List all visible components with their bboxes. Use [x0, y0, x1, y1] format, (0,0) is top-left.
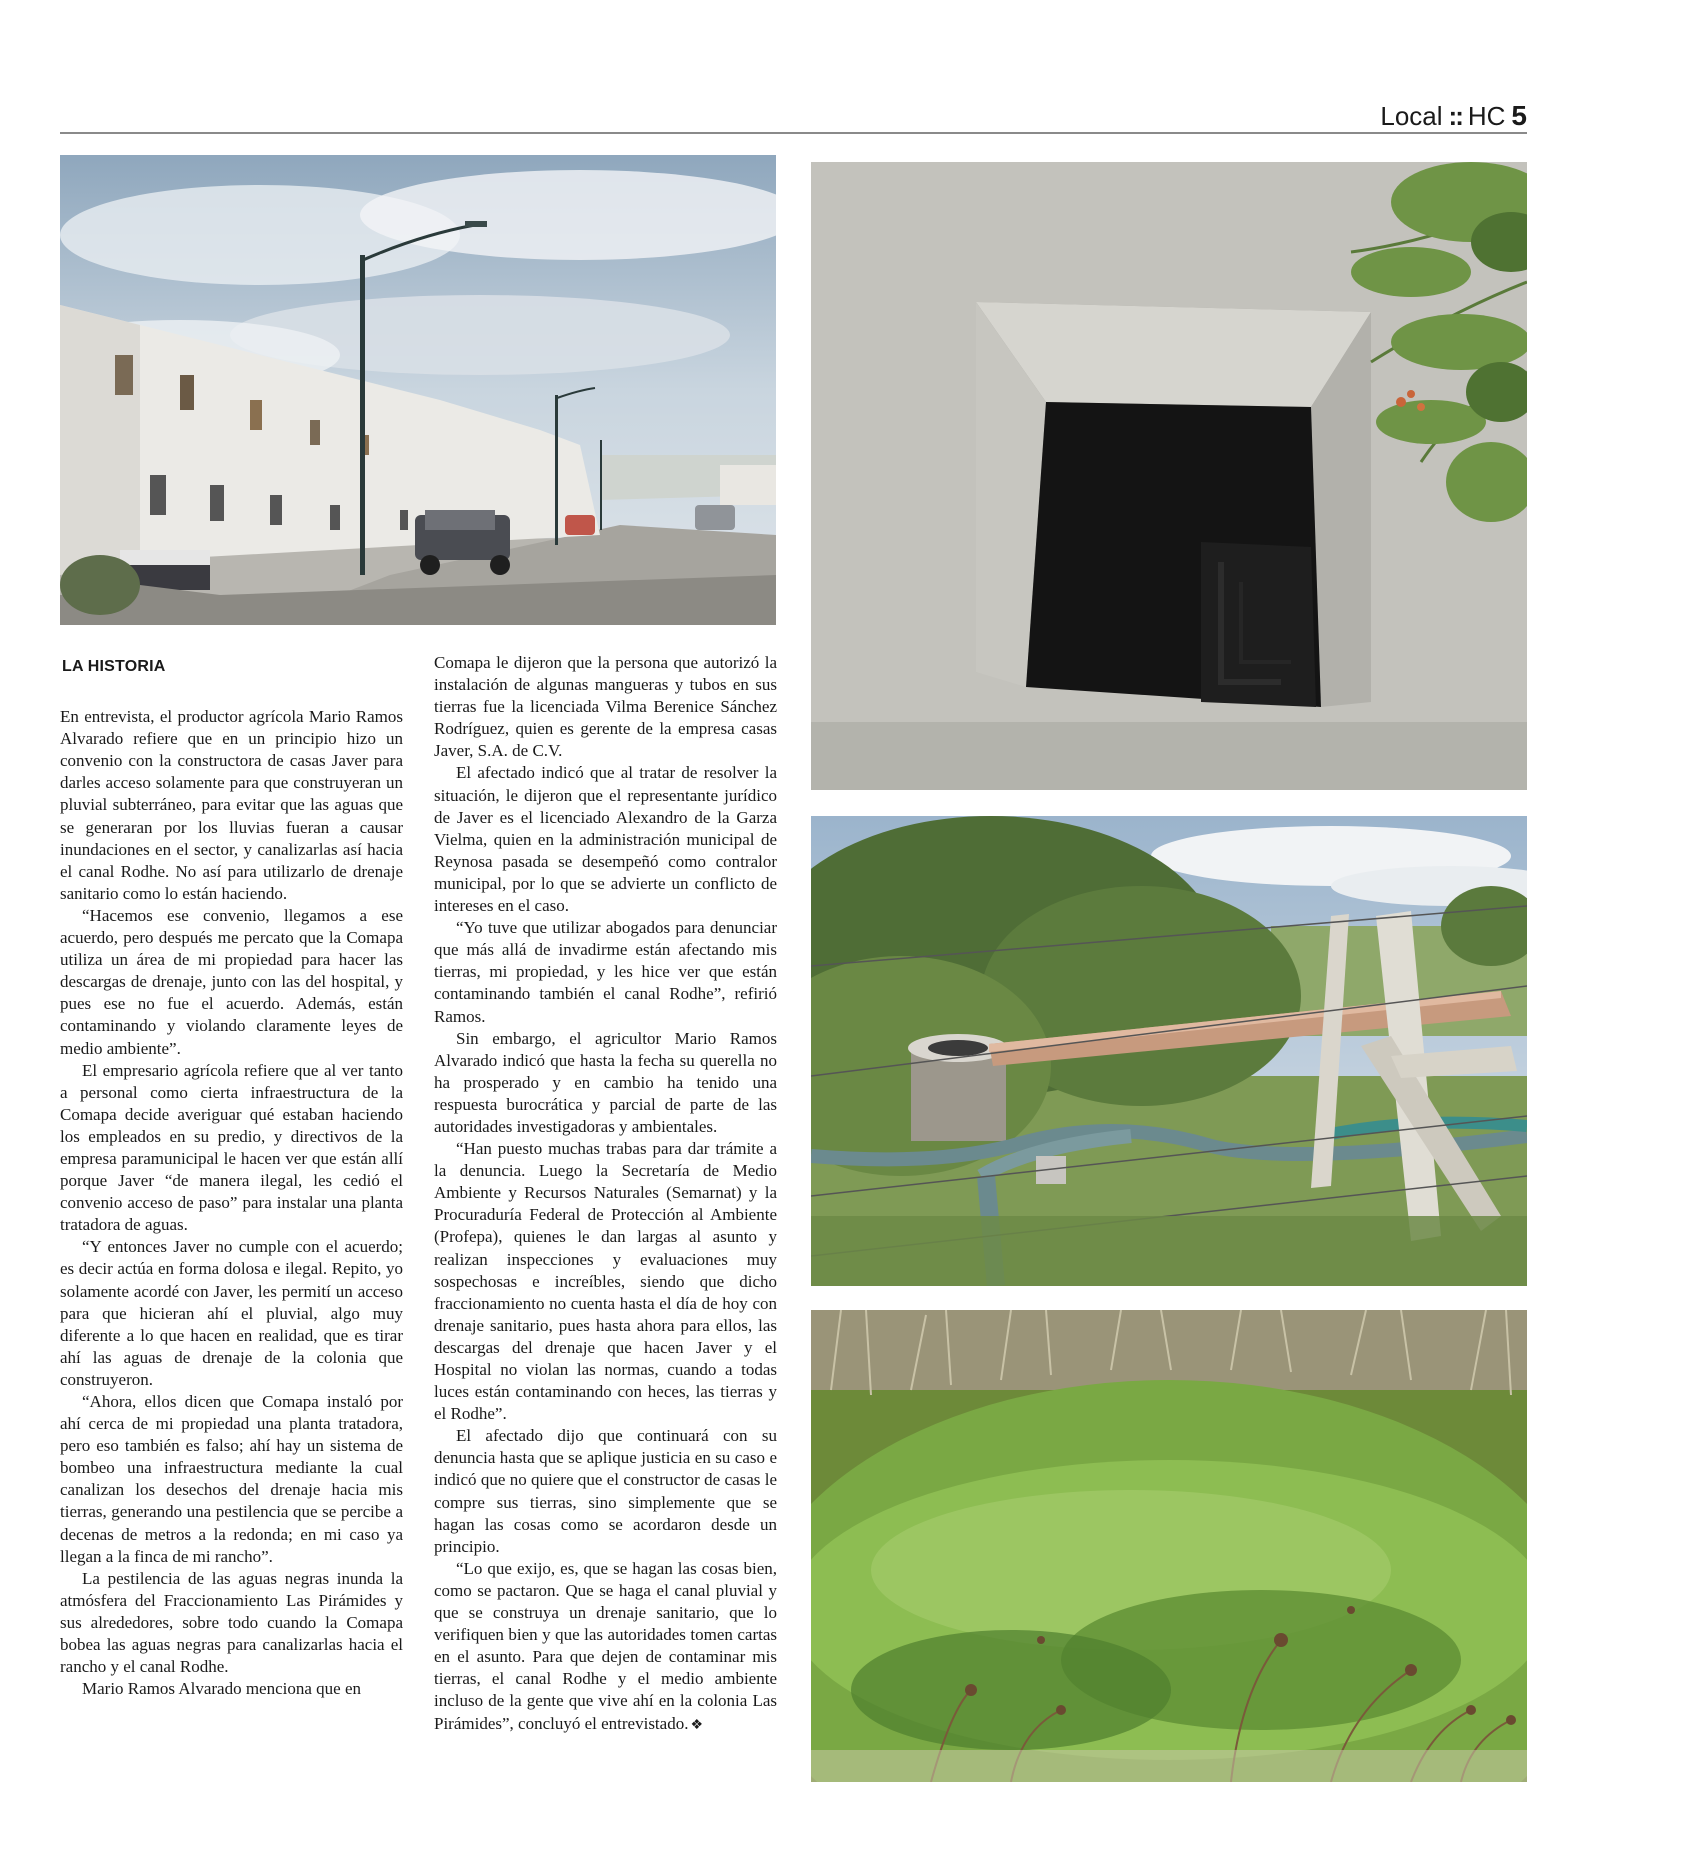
paragraph: “Hacemos ese convenio, llegamos a ese acuerdo, pero después me percato que la Comapa utiliza un área de mi propiedad para hacer las descargas de drenaje, junto con las del hospital, y pues ese no fue el acuerdo. Además, están contaminando y violando claramente leyes de medio ambiente”. [60, 905, 403, 1058]
folio [1380, 100, 1527, 132]
photo-green-pond [811, 1310, 1527, 1782]
photo-pipes-and-fence [811, 816, 1527, 1286]
photo-housing-street [60, 155, 776, 625]
paragraph: Comapa le dijeron que la persona que autorizó la instalación de algunas mangueras y tubos en sus tierras fue la licenciada Vilma Berenice Sánchez Rodríguez, quien es gerente de la empresa casas Javer, S.A. de C.V. [434, 653, 777, 761]
paragraph: “Y entonces Javer no cumple con el acuerdo; es decir actúa en forma dolosa e ilegal. Repito, yo solamente acordé con Javer, les permití un acceso para que hicieran ahí el pluvial, algo muy diferente a lo que hacen en realidad, que es tirar ahí las aguas de drenaje de la colonia que construyeron. [60, 1237, 403, 1389]
paragraph: “Ahora, ellos dicen que Comapa instaló por ahí cerca de mi propiedad una planta tratadora, pero eso también es falso; ahí hay un sistema de bombeo una infraestructura mediante la cual canalizan los desechos del drenaje hacia mis tierras, generando una pestilencia que se percibe a decenas de metros a la redonda; en mi caso ya llegan a la finca de mi rancho”. [60, 1392, 403, 1566]
paragraph: La pestilencia de las aguas negras inunda la atmósfera del Fraccionamiento Las Pirámides y sus alrededores, sobre todo cuando la Comapa bobea las aguas negras para canalizarlas hacia el rancho y el canal Rodhe. [60, 1568, 403, 1677]
publication-initials: HC [1467, 101, 1506, 131]
end-mark-icon: ❖ [690, 1717, 704, 1733]
section-heading: LA HISTORIA [62, 658, 166, 675]
paragraph: “Han puesto muchas trabas para dar trámite a la denuncia. Luego la Secretaría de Medio Ambiente y Recursos Naturales (Semarnat) y la Procuraduría Federal de Protección al Ambiente (Profepa), quienes le dan largas al asunto y realizan inspecciones y evaluaciones muy sospechosas e increíbles, siendo que dicho fraccionamiento no cuenta hasta el día de hoy con drenaje sanitario, pues hasta ahora para ellos, las descargas del drenaje que hacen Javer y el Hospital no violan las normas, cuando a todas luces están contaminando con heces, las tierras y el Rodhe”. [434, 1139, 777, 1424]
paragraph: Sin embargo, el agricultor Mario Ramos Alvarado indicó que hasta la fecha su querella no ha prosperado y en cambio ha tenido una respuesta burocrática y parcial de parte de las autoridades investigadoras y ambientales. [434, 1028, 777, 1136]
paragraph: El empresario agrícola refiere que al ver tanto a personal como cierta infraestructura de la Comapa decide averiguar qué estaban haciendo los empleados en su predio, y directivos de la empresa paramunicipal le hacen ver que están allí porque Javer “de manera ilegal, les cedió el convenio acceso de paso” para instalar una planta tratadora de aguas. [60, 1060, 403, 1235]
page-number: 5 [1511, 100, 1527, 131]
paragraph: “Yo tuve que utilizar abogados para denunciar que más allá de invadirme están afectando mis tierras, mi propiedad, y les hice ver que están contaminando también el canal Rodhe”, refirió Ramos. [434, 918, 777, 1026]
paragraph: El afectado indicó que al tratar de resolver la situación, le dijeron que el representante jurídico de Javer es el licenciado Alexandro de la Garza Vielma, quien en la administración municipal de Reynosa pasada se desempeñó como contralor municipal, por lo que se advierte un conflicto de intereses en el caso. [434, 763, 777, 916]
article-column-2 [434, 652, 777, 1737]
photo-concrete-well [811, 162, 1527, 790]
page-header [60, 100, 1527, 134]
section-name: Local [1380, 101, 1443, 131]
paragraph-final-text: “Lo que exijo, es, que se hagan las cosas bien, como se pactaron. Que se haga el canal pluvial y que se construya un drenaje sanitario, que lo verifiquen bien y que las autoridades tomen cartas en el asunto. Para que dejen de contaminar mis tierras, el canal Rodhe y el medio ambiente incluso de la gente que vive ahí en la colonia Las Pirámides”, concluyó el entrevistado. [434, 1558, 777, 1733]
article-column-1 [60, 652, 403, 1700]
paragraph: El afectado dijo que continuará con su denuncia hasta que se aplique justicia en su caso e indicó que no quiere que el constructor de casas le compre sus tierras, sino simplemente que se hagan las cosas como se acordaron desde un principio. [434, 1426, 777, 1556]
paragraph: Mario Ramos Alvarado menciona que en [82, 1679, 362, 1699]
paragraph: En entrevista, el productor agrícola Mario Ramos Alvarado refiere que en un principio hizo un convenio con la constructora de casas Javer para darles acceso solamente para que construyeran un pluvial subterráneo, para evitar que las aguas que se generaran por los lluvias fueran a causar inundaciones en el sector, y canalizarlas así hacia el canal Rodhe. No así para utilizarlo de drenaje sanitario como lo están haciendo. [60, 707, 403, 903]
paragraph-final [434, 1558, 777, 1737]
folio-separator: :: [1448, 101, 1462, 131]
